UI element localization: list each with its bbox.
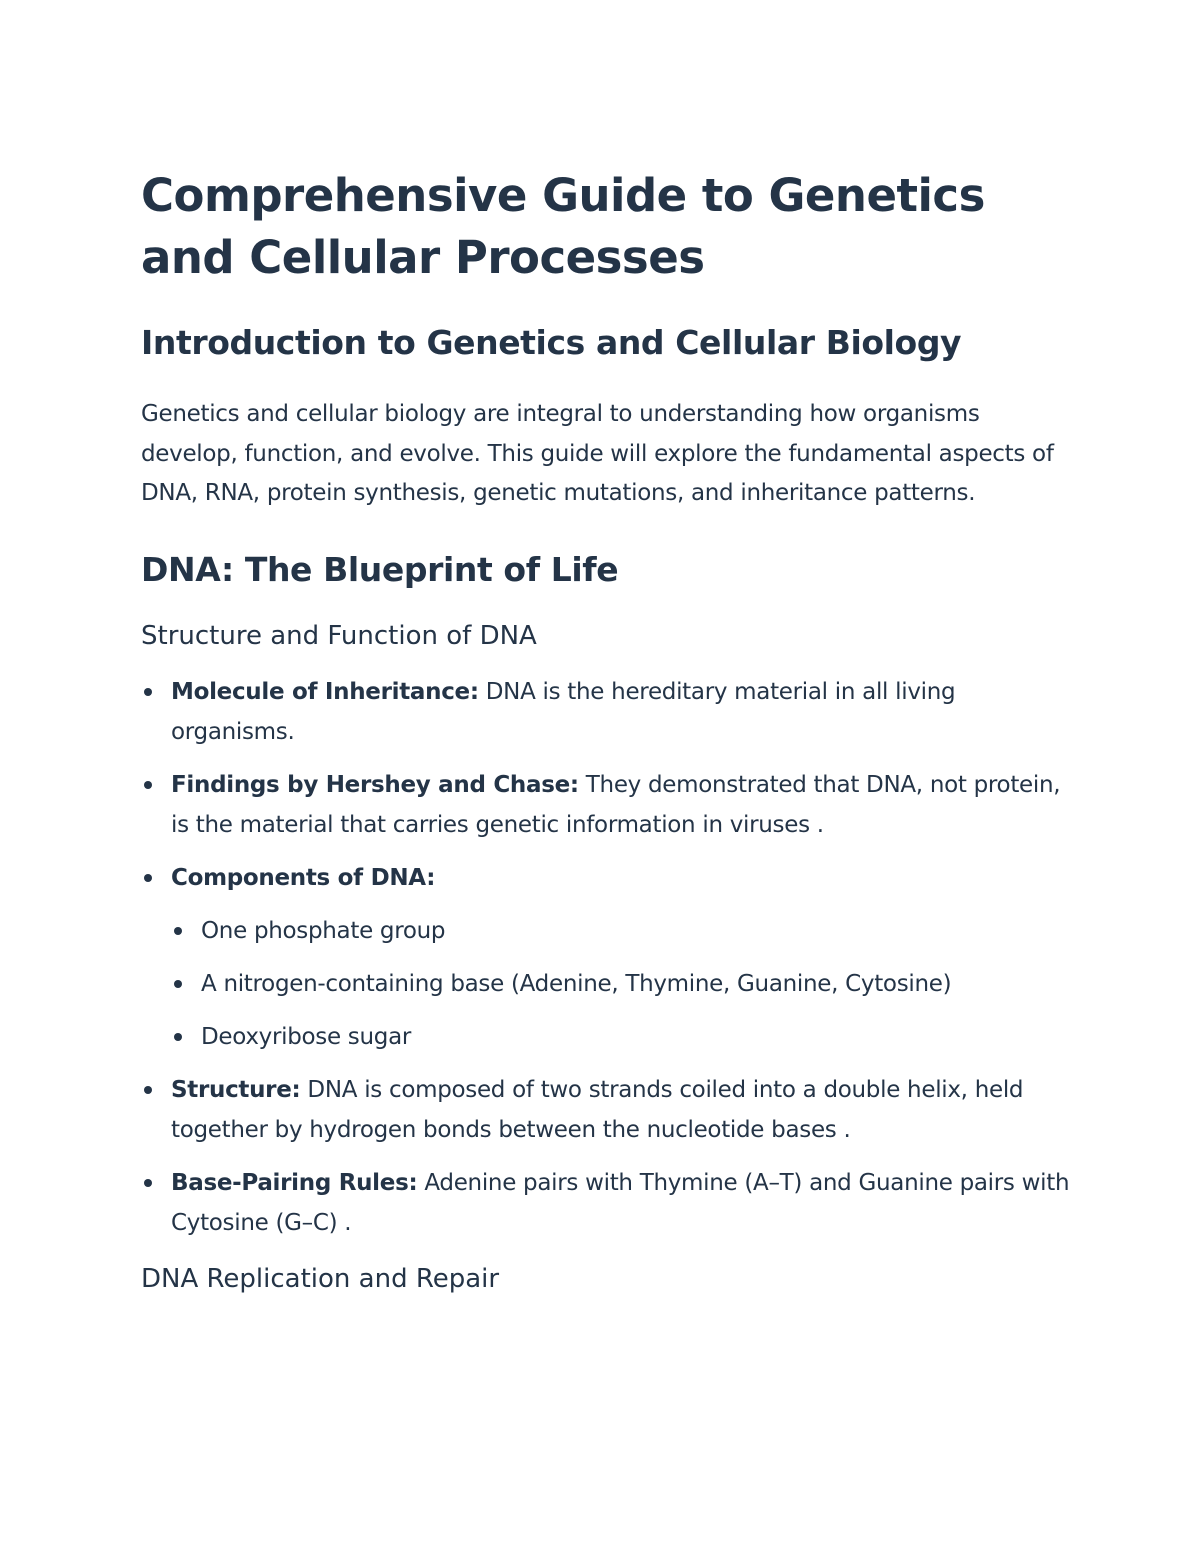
dna-structure-list [141, 672, 1071, 1243]
document-title: Comprehensive Guide to Genetics and Cellular Processes [141, 169, 985, 284]
list-item-term: Components of DNA: [171, 864, 436, 891]
list-item [141, 765, 1071, 845]
list-item-term: Findings by Hershey and Chase: [171, 771, 579, 798]
dna-components-sublist [171, 911, 1071, 1057]
bullet-icon [144, 688, 152, 696]
sublist-item-text: A nitrogen-containing base (Adenine, Thymine, Guanine, Cytosine) [201, 970, 952, 997]
list-item [141, 858, 1071, 1057]
bullet-icon [174, 927, 182, 935]
list-item-term: Molecule of Inheritance: [171, 678, 479, 705]
sublist-item-text: Deoxyribose sugar [201, 1023, 412, 1050]
document-page [141, 165, 1071, 1297]
list-item [141, 1163, 1071, 1243]
sublist-item-text: One phosphate group [201, 917, 446, 944]
sublist-item [171, 964, 1071, 1004]
list-item-text: DNA is the hereditary material in all living organisms. [171, 678, 956, 745]
bullet-icon [174, 980, 182, 988]
list-item-term: Base-Pairing Rules: [171, 1169, 418, 1196]
sublist-item [171, 911, 1071, 951]
bullet-icon [144, 1179, 152, 1187]
bullet-icon [144, 874, 152, 882]
replication-subheading: DNA Replication and Repair [141, 1263, 500, 1294]
sublist-item [171, 1017, 1071, 1057]
list-item-text: DNA is composed of two strands coiled into a double helix, held together by hydrogen bonds between the nucleotide bases . [171, 1076, 1024, 1143]
list-item [141, 1070, 1071, 1150]
intro-heading: Introduction to Genetics and Cellular Biology [141, 323, 962, 362]
intro-paragraph: Genetics and cellular biology are integral to understanding how organisms develop, function, and evolve. This guide will explore the fundamental aspects of DNA, RNA, protein synthesis, genetic mutations, and inheritance patterns. [141, 401, 1054, 506]
list-item-term: Structure: [171, 1076, 301, 1103]
list-item-text: Adenine pairs with Thymine (A–T) and Guanine pairs with Cytosine (G–C) . [171, 1169, 1070, 1236]
bullet-icon [174, 1033, 182, 1041]
list-item [141, 672, 1071, 752]
list-item-text: They demonstrated that DNA, not protein, is the material that carries genetic information in viruses . [171, 771, 1061, 838]
dna-section-heading: DNA: The Blueprint of Life [141, 549, 619, 589]
bullet-icon [144, 781, 152, 789]
bullet-icon [144, 1086, 152, 1094]
structure-subheading: Structure and Function of DNA [141, 620, 537, 651]
